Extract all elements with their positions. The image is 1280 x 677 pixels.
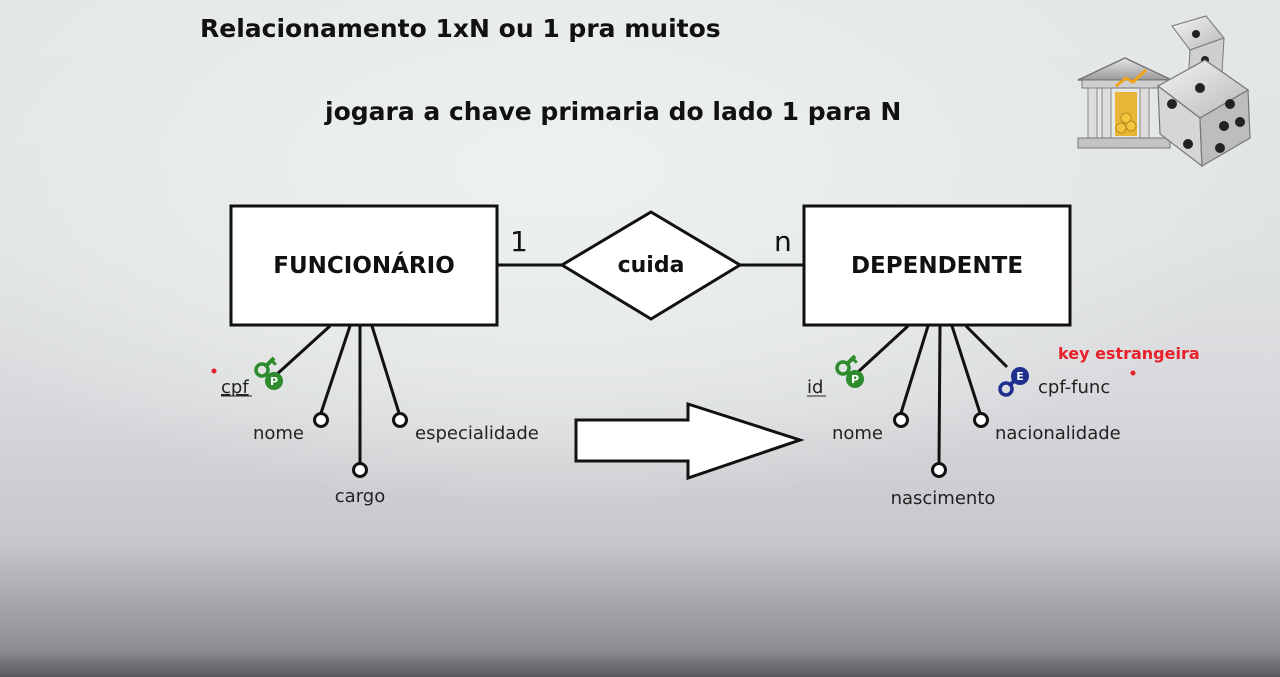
entity-dependente-label: DEPENDENTE — [850, 253, 1024, 279]
attribute-cargo: cargo — [334, 486, 386, 507]
primary-key-badge-right: P — [850, 373, 860, 386]
attribute-cpf: cpf — [221, 377, 249, 398]
attribute-nacionalidade: nacionalidade — [995, 423, 1121, 444]
attribute-node-nascimento — [933, 464, 946, 477]
attribute-nome-right: nome — [831, 423, 883, 444]
attribute-node-cargo — [354, 464, 367, 477]
attribute-nome-left: nome — [252, 423, 304, 444]
attribute-node-nome-left — [315, 414, 328, 427]
cardinality-one: 1 — [510, 225, 528, 258]
primary-key-badge-left: P — [269, 375, 279, 388]
entity-funcionario — [231, 206, 497, 325]
attribute-id: id — [807, 377, 824, 398]
foreign-key-note: key estrangeira — [1058, 344, 1200, 363]
attribute-node-nome-right — [895, 414, 908, 427]
cardinality-n: n — [774, 225, 792, 258]
entity-funcionario-label: FUNCIONÁRIO — [273, 253, 455, 279]
relationship-cuida — [562, 212, 740, 319]
subtitle: jogara a chave primaria do lado 1 para N — [325, 97, 902, 126]
attribute-node-especialidade — [394, 414, 407, 427]
attribute-nascimento: nascimento — [890, 488, 996, 509]
entity-dependente — [804, 206, 1070, 325]
attribute-especialidade: especialidade — [415, 423, 539, 444]
foreign-key-badge: E — [1016, 370, 1024, 383]
annotation-dot-right — [1131, 371, 1136, 376]
title: Relacionamento 1xN ou 1 pra muitos — [200, 14, 721, 43]
bank-dice-logo — [1078, 16, 1250, 166]
key-icon — [998, 367, 1029, 397]
attribute-cpf-func: cpf-func — [1038, 377, 1111, 398]
relationship-label: cuida — [617, 253, 685, 278]
annotation-dot-left — [212, 369, 217, 374]
attribute-node-nacionalidade — [975, 414, 988, 427]
arrow-right-icon — [576, 404, 800, 478]
